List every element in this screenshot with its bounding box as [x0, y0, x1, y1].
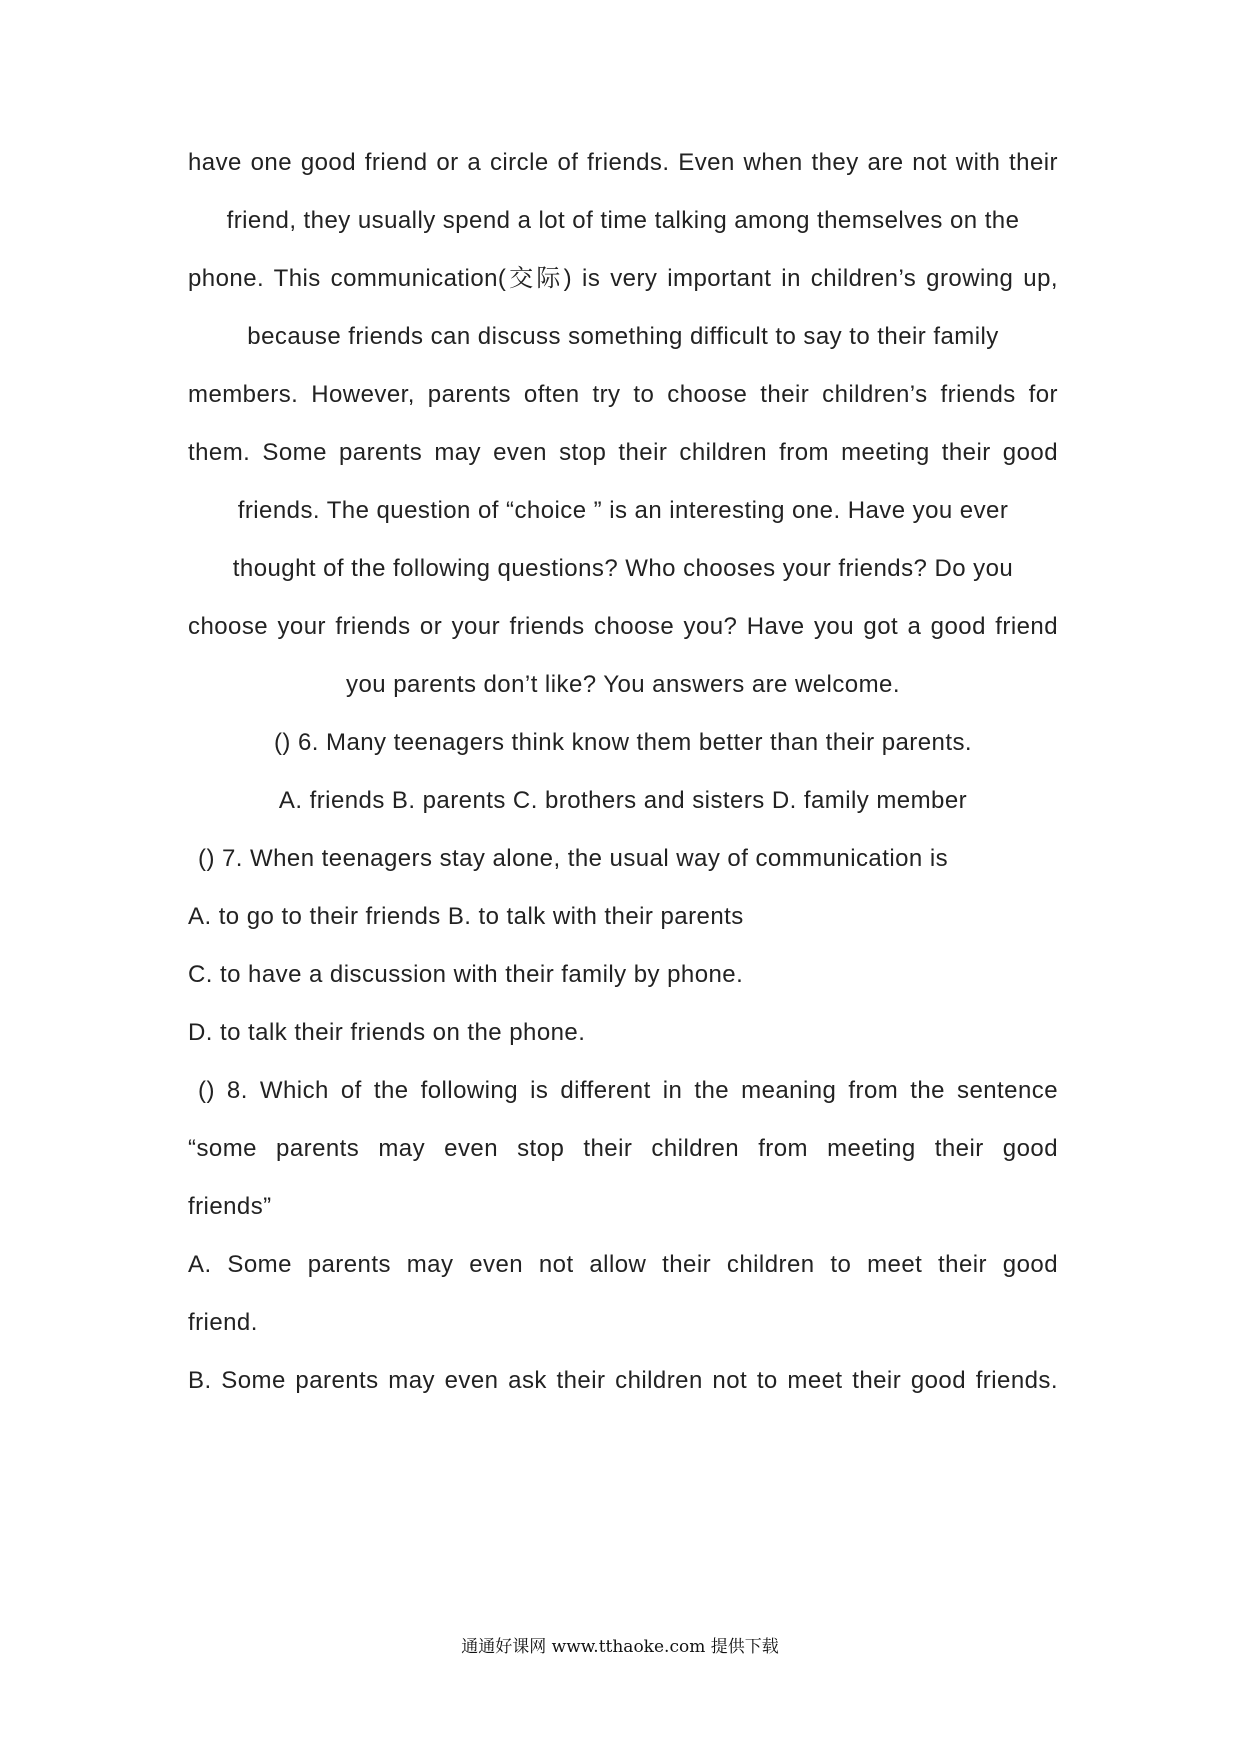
- question-8-option-b: B. Some parents may even ask their children not to meet their good friends.: [188, 1367, 1058, 1394]
- passage-line-8: thought of the following questions? Who chooses your friends? Do you: [232, 555, 1014, 582]
- question-6-options: A. friends B. parents C. brothers and sisters D. family member: [278, 787, 968, 814]
- passage-line-10: you parents don’t like? You answers are welcome.: [346, 671, 900, 698]
- question-6-stem: () 6. Many teenagers think know them better than their parents.: [273, 729, 973, 756]
- question-7-option-d: D. to talk their friends on the phone.: [188, 1019, 586, 1046]
- passage-line-7: friends. The question of “choice ” is an interesting one. Have you ever: [237, 497, 1009, 524]
- passage-line-2: friend, they usually spend a lot of time talking among themselves on the: [226, 207, 1020, 234]
- question-8-option-a-line-1: A. Some parents may even not allow their children to meet their good: [188, 1251, 1058, 1278]
- question-8-stem-line-3: friends”: [188, 1193, 272, 1220]
- passage-line-1: have one good friend or a circle of friends. Even when they are not with their: [188, 149, 1058, 176]
- question-7-stem: () 7. When teenagers stay alone, the usual way of communication is: [198, 845, 949, 872]
- passage-line-4: because friends can discuss something difficult to say to their family: [247, 323, 999, 350]
- question-8-option-a-line-2: friend.: [188, 1309, 258, 1336]
- passage-line-3: phone. This communication(交际) is very important in children’s growing up,: [188, 265, 1058, 292]
- passage-line-9: choose your friends or your friends choose you? Have you got a good friend: [188, 613, 1058, 640]
- download-footer: 通通好课网 www.tthaoke.com 提供下载: [461, 1637, 779, 1657]
- question-7-option-c: C. to have a discussion with their family by phone.: [188, 961, 744, 988]
- passage-line-6: them. Some parents may even stop their children from meeting their good: [188, 439, 1058, 466]
- question-8-stem-line-2: “some parents may even stop their children from meeting their good: [188, 1135, 1058, 1162]
- question-7-options-ab: A. to go to their friends B. to talk with their parents: [188, 903, 744, 930]
- passage-line-5: members. However, parents often try to choose their children’s friends for: [188, 381, 1058, 408]
- question-8-stem-line-1: () 8. Which of the following is different in the meaning from the sentence: [198, 1077, 1058, 1104]
